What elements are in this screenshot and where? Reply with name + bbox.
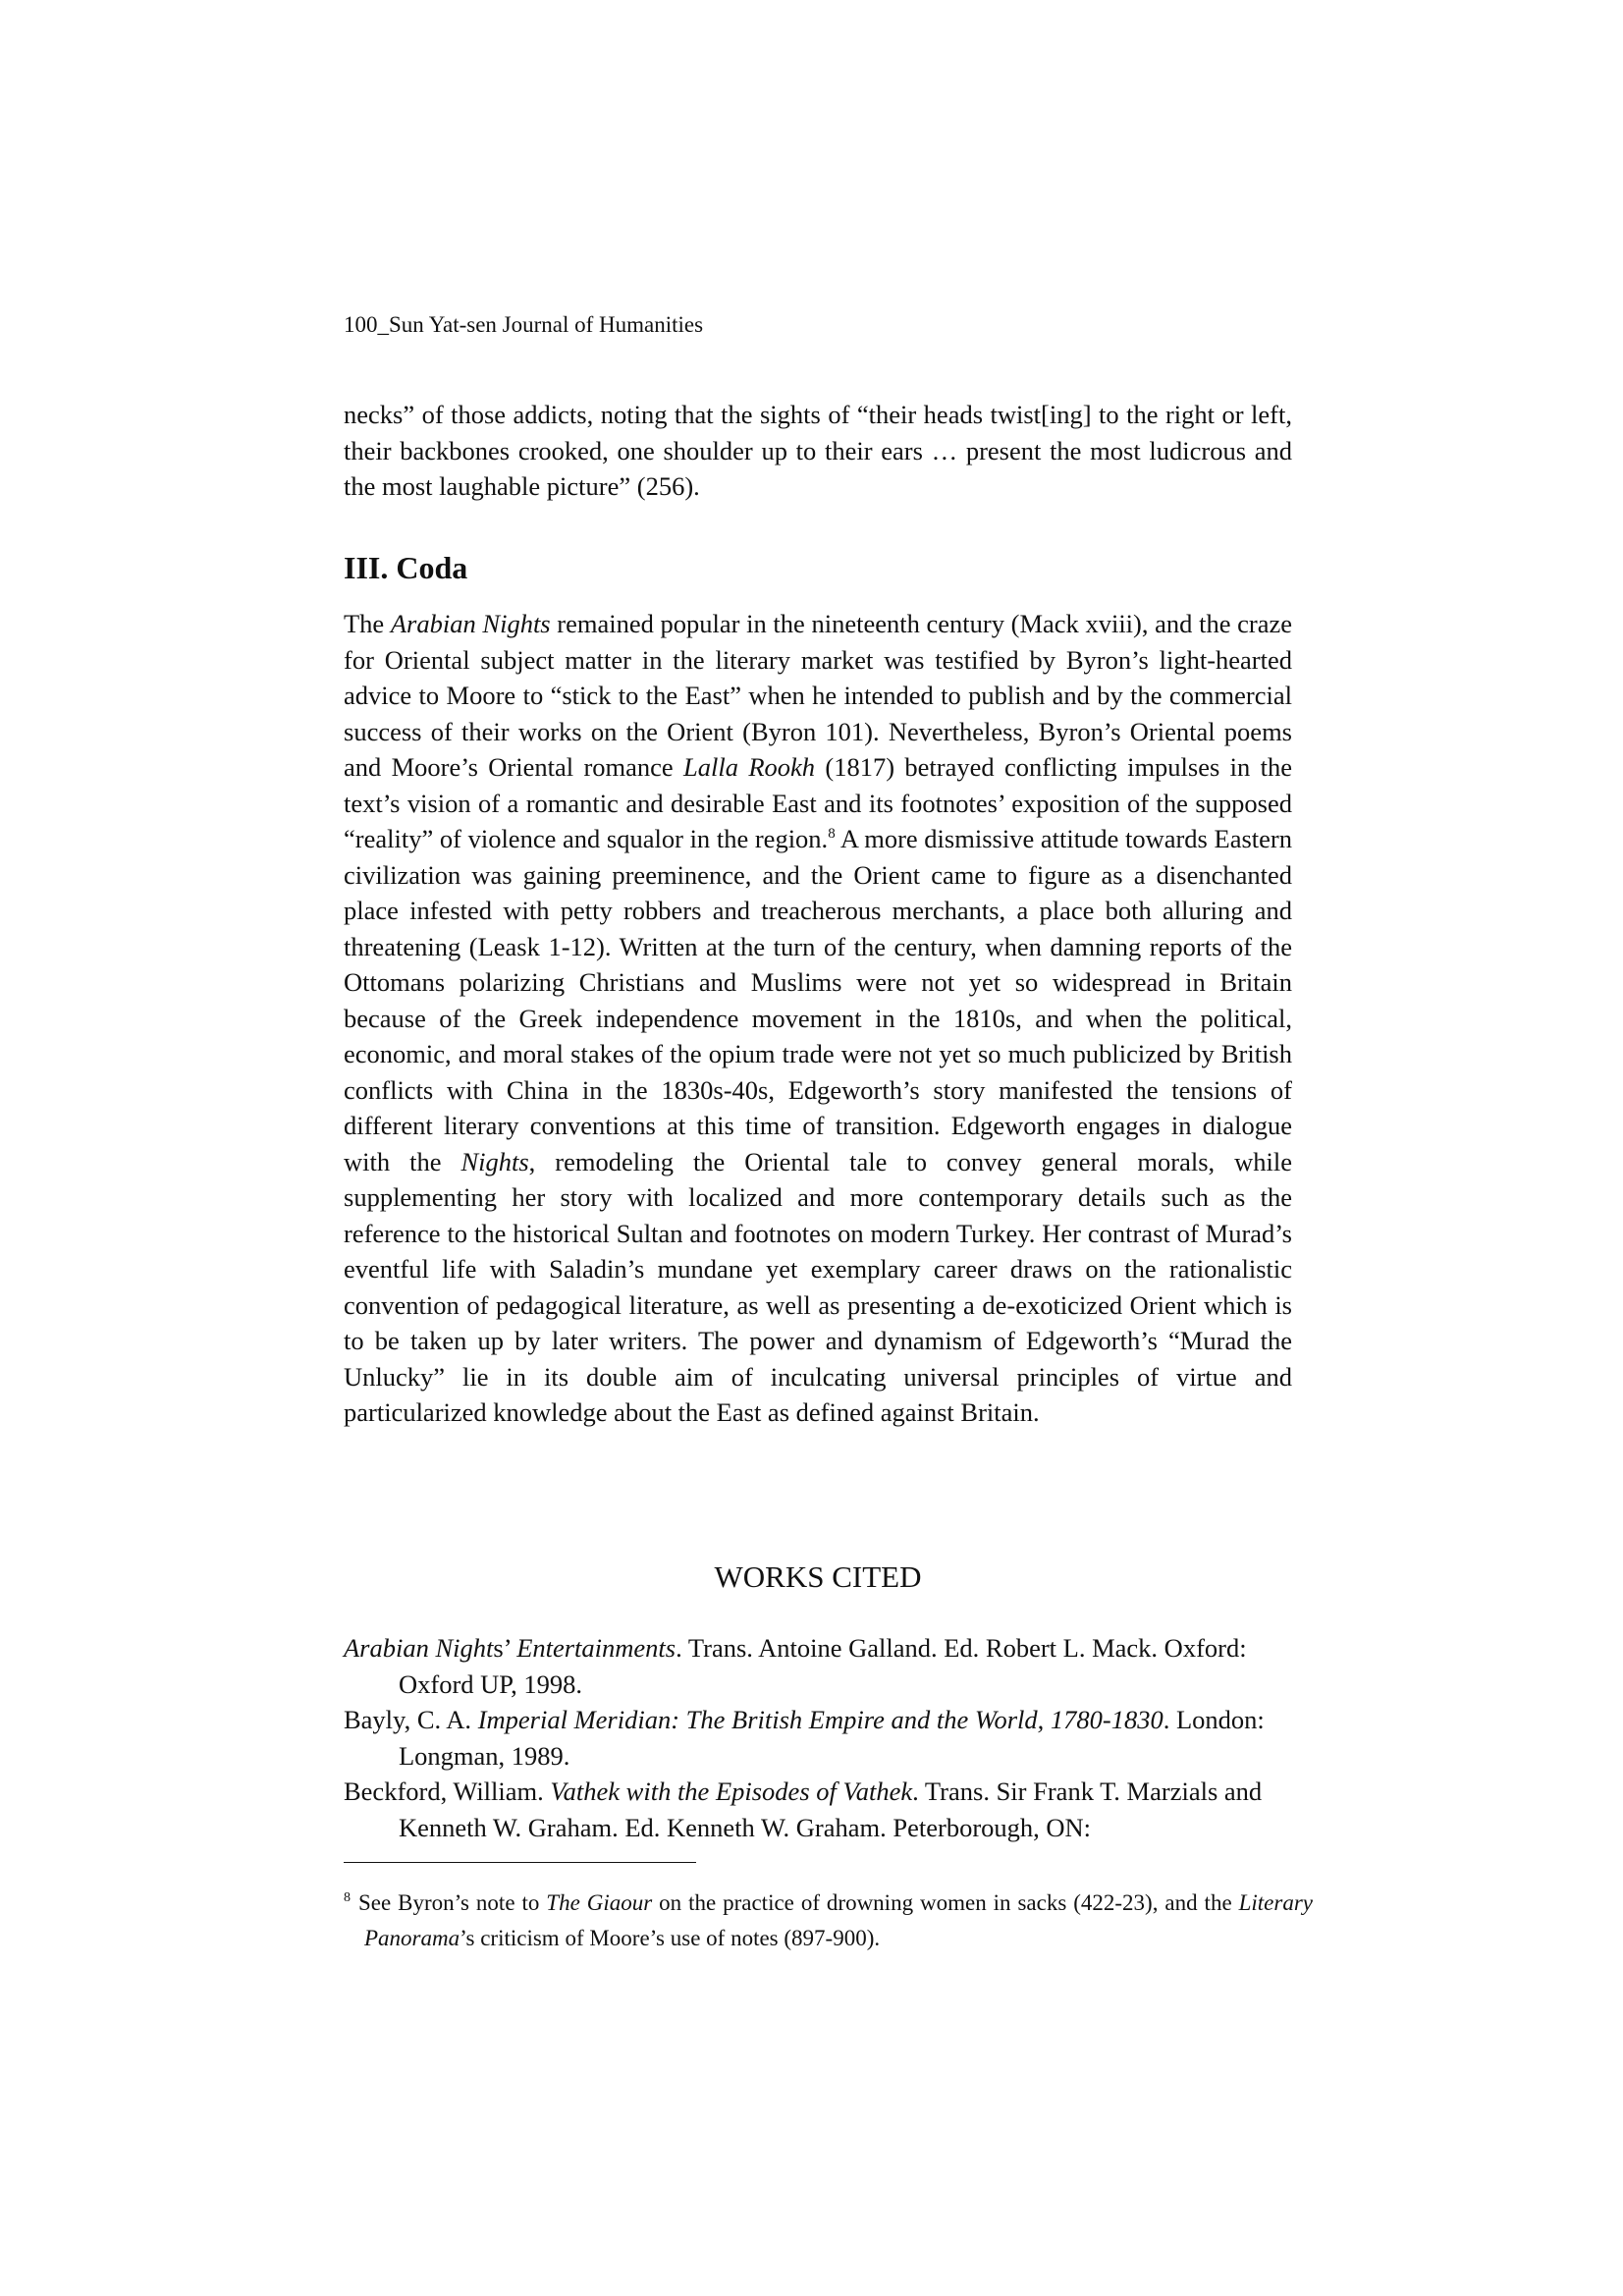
footnote-divider <box>344 1862 696 1863</box>
citation-text: Beckford, William. <box>344 1777 551 1806</box>
footnote-text: on the practice of drowning women in sacks (422-23), and the <box>652 1890 1239 1915</box>
citation-entry <box>344 1774 1325 1845</box>
citation-entry <box>344 1630 1325 1702</box>
works-cited-list <box>344 1630 1325 1845</box>
paragraph-text: A more dismissive attitude towards Eastern civilization was gaining preeminence, and the Orient came to figure as a disenchanted place infested with petty robbers and treacherous merchants, a place both alluring and threatening (Leask 1-12). Written at the turn of the century, when damning reports of the Ottomans polarizing Christians and Muslims were not yet so widespread in Britain because of the Greek independence movement in the 1810s, and when the political, economic, and moral stakes of the opium trade were not yet so much publicized by British conflicts with China in the 1830s-40s, Edgeworth’s story manifested the tensions of different literary conventions at this time of transition. Edgeworth engages in dialogue with the <box>344 824 1292 1176</box>
citation-title: Vathek with the Episodes of Vathek <box>550 1777 913 1806</box>
footnote <box>344 1886 1313 1956</box>
paragraph-text: The <box>344 609 391 638</box>
citation-title: Imperial Meridian: The British Empire and the World, 1780-1830 <box>477 1705 1163 1734</box>
citation-title: Arabian Night <box>344 1633 494 1663</box>
citation-text: . Trans. Sir Frank T. Marzials and Kenneth W. Graham. Ed. Kenneth W. Graham. Peterborough, ON: <box>399 1777 1263 1842</box>
running-head: 100_Sun Yat-sen Journal of Humanities <box>344 312 704 337</box>
works-cited-heading: WORKS CITED <box>714 1559 922 1594</box>
italic-title: Nights <box>460 1146 529 1176</box>
footnote-text: See Byron’s note to <box>358 1890 547 1915</box>
paragraph-text: , remodeling the Oriental tale to convey general morals, while supplementing her story with localized and more contemporary details such as the reference to the historical Sultan and footnotes on modern Turkey. Her contrast of Murad’s eventful life with Saladin’s mundane yet exemplary career draws on the rationalistic convention of pedagogical literature, as well as presenting a de-exoticized Orient which is to be taken up by later writers. The power and dynamism of Edgeworth’s “Murad the Unlucky” lie in its double aim of inculcating universal principles of virtue and particularized knowledge about the East as defined against Britain. <box>344 1146 1292 1427</box>
footnote-reference[interactable]: 8 <box>828 826 836 843</box>
citation-title: Entertainments <box>516 1633 676 1663</box>
section-heading: III. Coda <box>344 550 468 585</box>
paragraph-coda <box>344 606 1292 1431</box>
citation-entry <box>344 1702 1325 1774</box>
paragraph-text: remained popular in the nineteenth century (Mack xviii), and the craze for Oriental subject matter in the literary market was testified by Byron’s light-hearted advice to Moore to “stick to the East” when he intended to publish and by the commercial success of their works on the Orient (Byron 101). Nevertheless, Byron’s Oriental poems and Moore’s Oriental romance <box>344 609 1293 782</box>
italic-title: Arabian Nights <box>390 609 551 638</box>
footnote-number: 8 <box>344 1890 351 1906</box>
italic-title: Lalla Rookh <box>683 752 816 782</box>
paragraph-text: necks” of those addicts, noting that the sights of “their heads twist[ing] to the right or left, their backbones crooked, one shoulder up to their ears … present the most ludicrous and the most laughable picture” (256). <box>344 400 1292 501</box>
paragraph-text: (1817) betrayed conflicting impulses in the text’s vision of a romantic and desirable East and its footnotes’ exposition of the supposed “reality” of violence and squalor in the region. <box>344 752 1292 853</box>
footnote-title: The Giaour <box>546 1890 653 1915</box>
footnote-text: ’s criticism of Moore’s use of notes (897-900). <box>460 1926 881 1950</box>
citation-text: Bayly, C. A. <box>344 1705 478 1734</box>
paragraph-continued <box>344 397 1292 505</box>
citation-text: s’ <box>493 1633 517 1663</box>
citation-text: . Trans. Antoine Galland. Ed. Robert L. Mack. Oxford: Oxford UP, 1998. <box>399 1633 1247 1699</box>
citation-text: . London: Longman, 1989. <box>399 1705 1265 1771</box>
footnote-title: Literary Panorama <box>364 1890 1313 1950</box>
